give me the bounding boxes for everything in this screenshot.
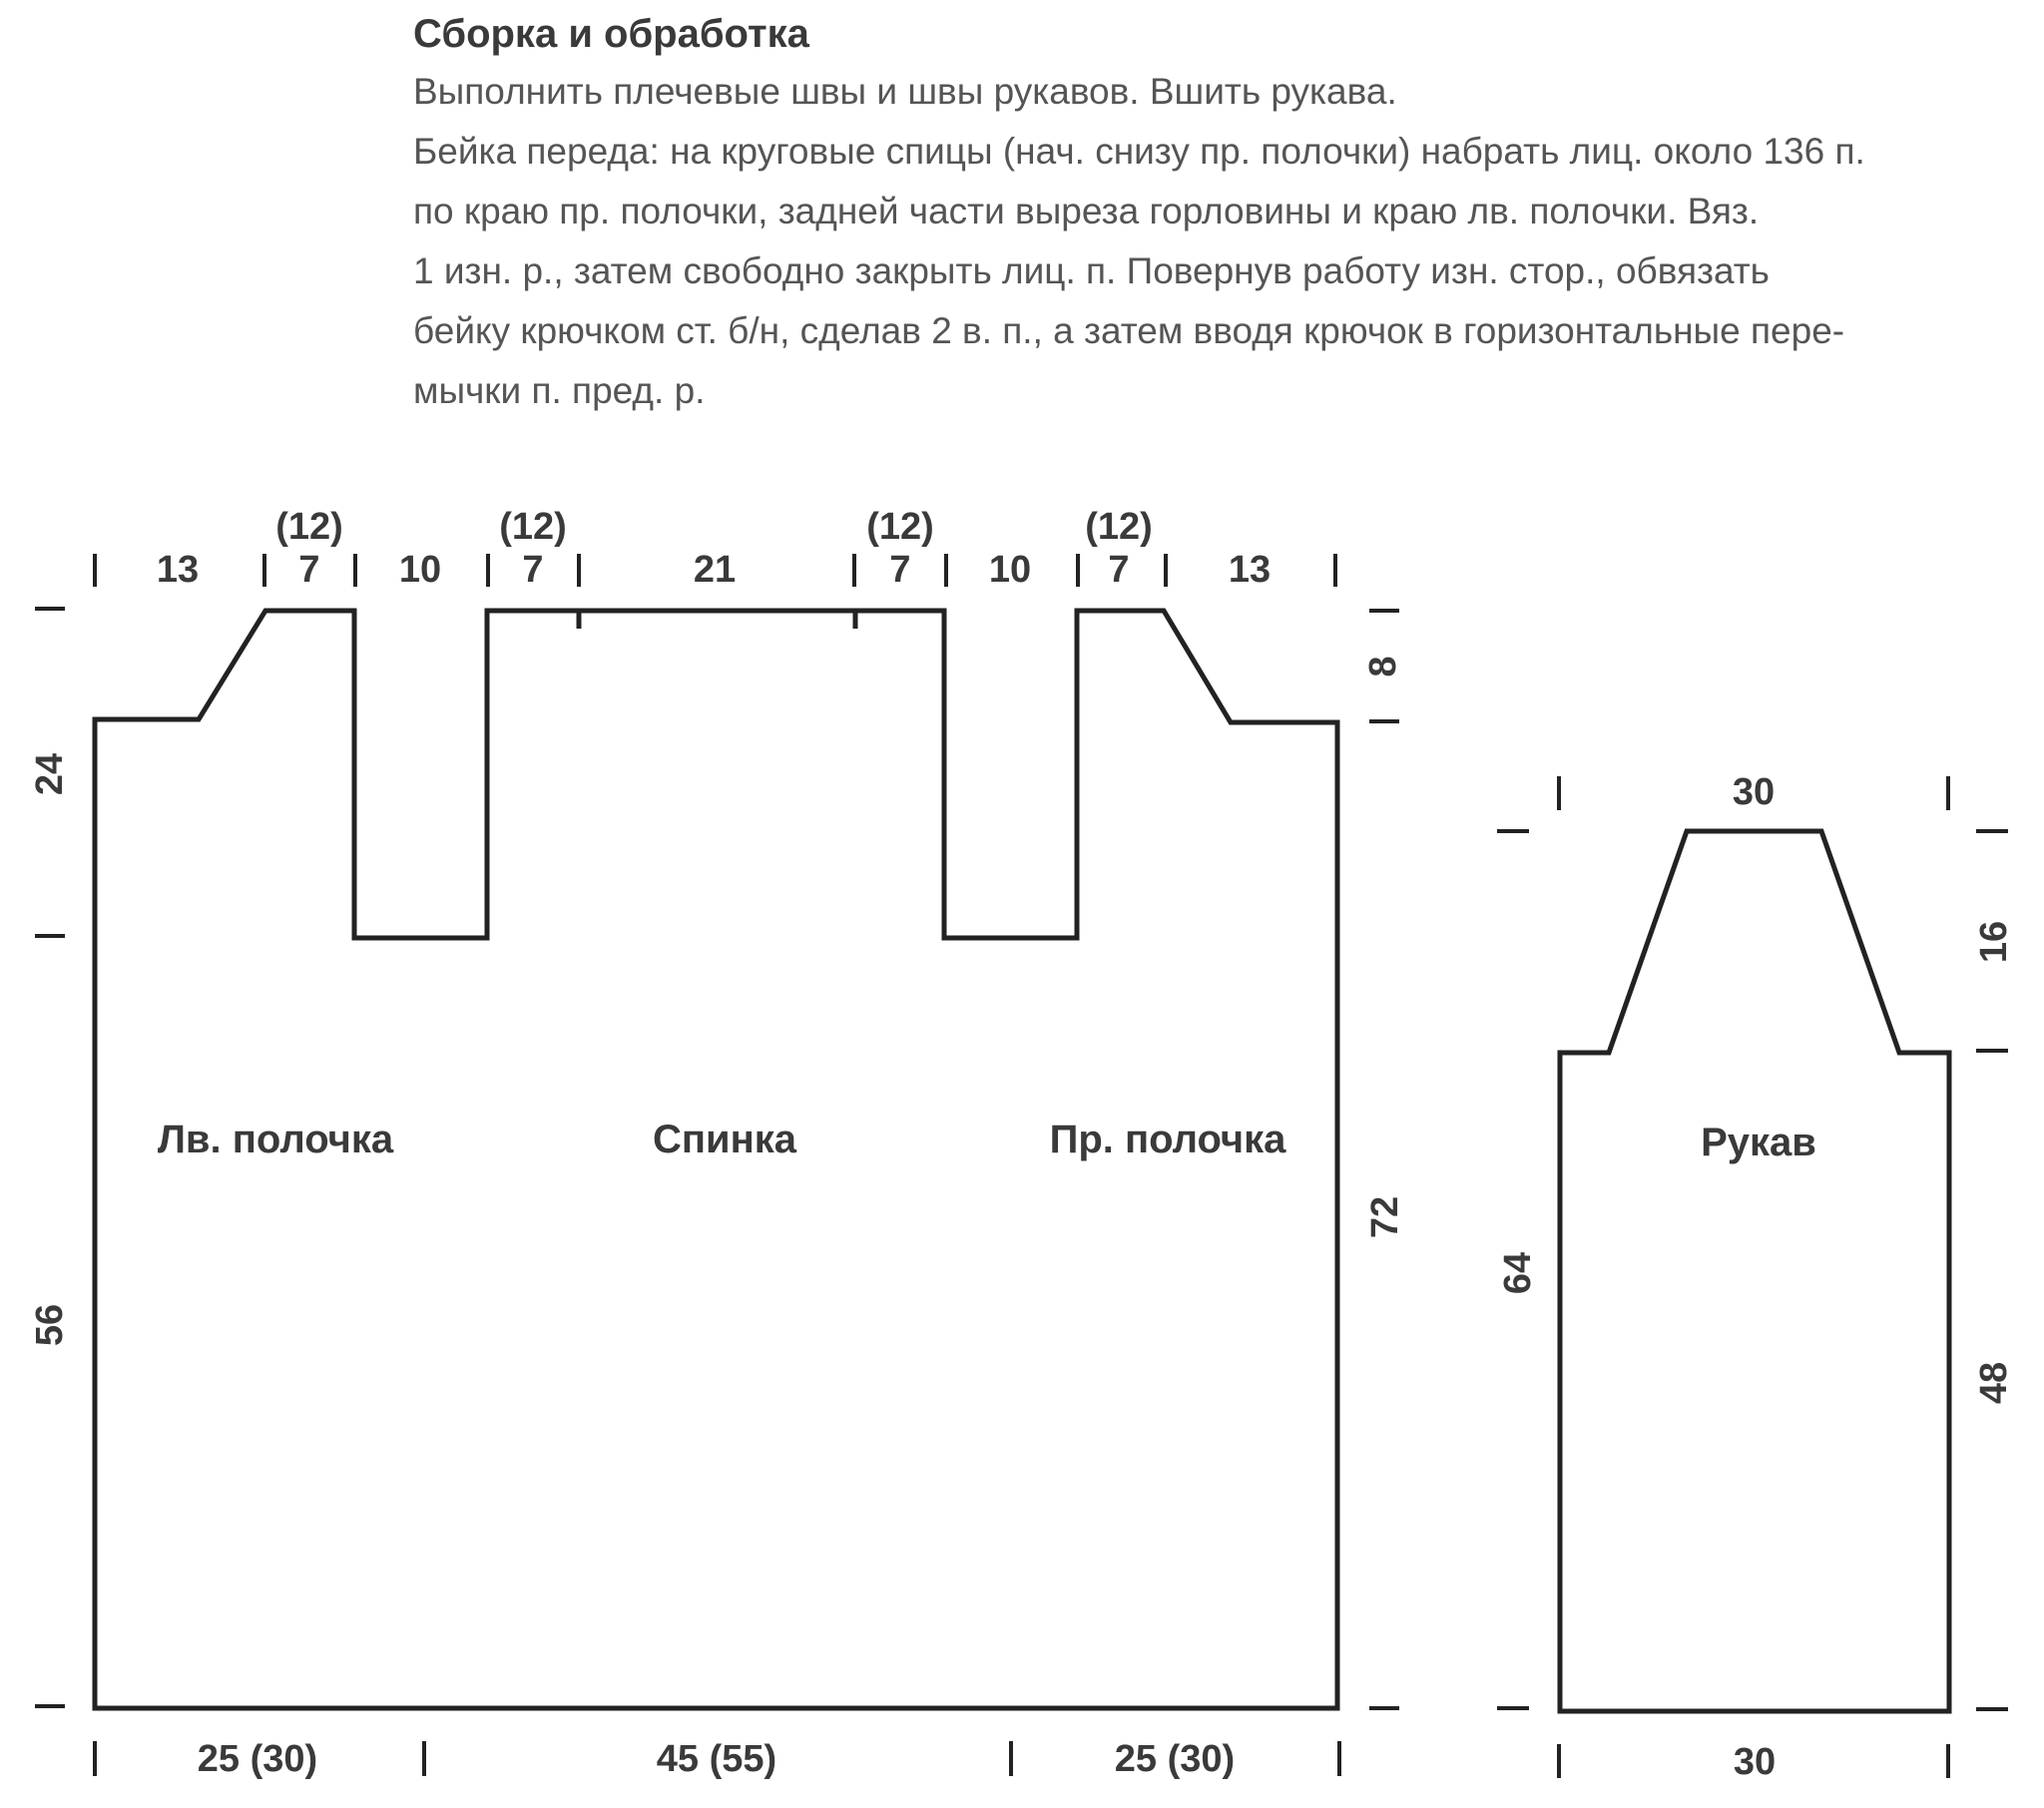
assembly-line-6: мычки п. пред. р. — [413, 370, 706, 411]
dim-sleeve-body-length: 48 — [1973, 1361, 2015, 1405]
dim-armhole-height: 24 — [29, 752, 71, 796]
dimension-ticks — [35, 554, 2008, 1778]
dim-right-neck-slope-alt: (12) — [1085, 506, 1153, 548]
sleeve-outline — [1560, 831, 1949, 1711]
assembly-line-1: Выполнить плечевые швы и швы рукавов. Вшить рукава. — [413, 71, 1397, 112]
dim-left-shoulder: 13 — [156, 549, 200, 591]
dim-right-shoulder: 13 — [1228, 549, 1272, 591]
assembly-line-5: бейку крючком ст. б/н, сделав 2 в. п., а затем вводя крючок в горизонтальные пере- — [413, 310, 1845, 351]
dim-right-front-width: 25 (30) — [1114, 1738, 1236, 1780]
label-back: Спинка — [652, 1118, 797, 1161]
assembly-title: Сборка и обработка — [413, 12, 809, 56]
assembly-line-4: 1 изн. р., затем свободно закрыть лиц. п. Повернув работу изн. стор., обвязать — [413, 250, 1770, 291]
dim-back-neck: 21 — [693, 549, 737, 591]
dim-sleeve-length: 64 — [1497, 1251, 1539, 1295]
assembly-line-3: по краю пр. полочки, задней части выреза горловины и краю лв. полочки. Вяз. — [413, 191, 1760, 231]
assembly-line-2: Бейка переда: на круговые спицы (нач. снизу пр. полочки) набрать лиц. около 136 п. — [413, 131, 1865, 172]
dim-total-length: 72 — [1364, 1195, 1406, 1239]
dim-sleeve-top-width: 30 — [1732, 771, 1776, 813]
dim-right-opening: 10 — [988, 549, 1032, 591]
dim-back-right: 7 — [889, 549, 911, 591]
dim-lower-body-height: 56 — [29, 1303, 71, 1347]
dim-left-opening: 10 — [398, 549, 442, 591]
dim-left-front-width: 25 (30) — [197, 1738, 318, 1780]
dim-left-neck-slope-alt: (12) — [275, 506, 343, 548]
label-sleeve: Рукав — [1701, 1121, 1816, 1164]
dim-back-width: 45 (55) — [656, 1738, 777, 1780]
dim-back-right-alt: (12) — [866, 506, 934, 548]
dim-sleeve-bottom-width: 30 — [1733, 1741, 1777, 1783]
dim-back-left-alt: (12) — [499, 506, 567, 548]
dim-shoulder-drop: 8 — [1362, 656, 1404, 678]
dim-back-left: 7 — [522, 549, 544, 591]
dim-right-neck-slope: 7 — [1108, 549, 1130, 591]
dim-left-neck-slope: 7 — [298, 549, 320, 591]
label-right-front: Пр. полочка — [1049, 1118, 1286, 1161]
dim-sleeve-cap-height: 16 — [1973, 920, 2015, 964]
label-left-front: Лв. полочка — [157, 1118, 394, 1161]
